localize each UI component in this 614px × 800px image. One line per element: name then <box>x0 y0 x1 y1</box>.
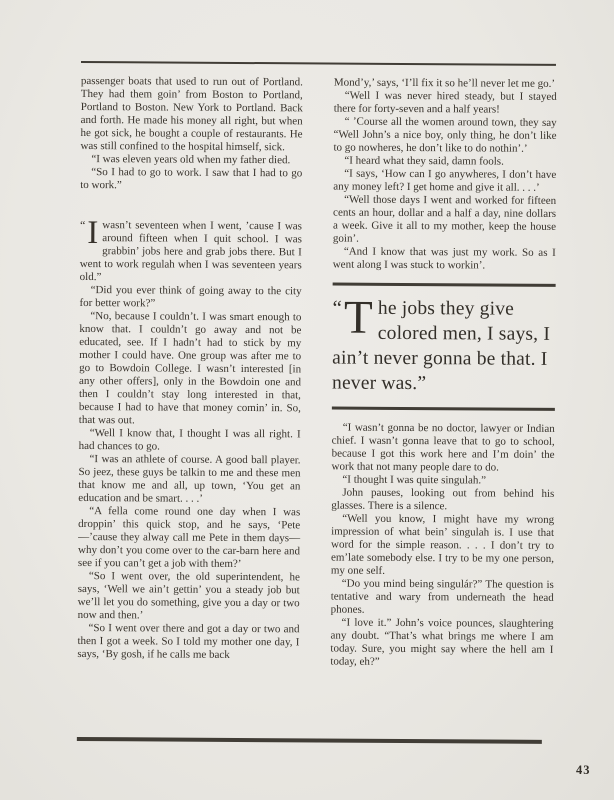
drop-cap: T <box>343 291 374 344</box>
body-paragraph: “So I went over, the old superintendent, he says, ‘Well we ain’t gettin’ you a steady job but we’ll let you do something, give you a day or two now and then.’ <box>77 570 300 622</box>
pull-quote <box>331 291 556 397</box>
pull-quote-text: he jobs they give colored men, I says, I ain’t never gonna be that. I never was.” <box>331 297 551 395</box>
body-paragraph: “I says, ‘How can I go anywheres, I don’t have any money left? I get home and give it all. . . .’ <box>333 167 557 194</box>
body-paragraph: “Do you mind being singulár?” The question is tentative and wary from underneath the head phones. <box>330 577 554 616</box>
body-paragraph: John pauses, looking out from behind his glasses. There is a silence. <box>331 486 555 513</box>
body-paragraph: passenger boats that used to run out of Portland. They had them goin’ from Boston to Portland, Portland to Boston. New York to Portland. Back and forth. He made his money all right, but when he got sick, he bought a couple of restaurants. He was still confined to the hospital himself, sick. <box>80 74 303 154</box>
dropcap-paragraph <box>79 215 303 285</box>
paragraph-text: wasn’t seventeen when I went, ’cause I was around fifteen when I quit school. I was grabbin’ jobs here and grab jobs there. But I went to work regulah when I was seventeen years old.” <box>79 219 303 284</box>
body-paragraph: “Well I know that, I thought I was all right. I had chances to go. <box>78 427 301 453</box>
body-paragraph: “I was an athlete of course. A good ball player. So jeez, these guys be talkin to me and these men that know me and all, up town, ‘You get an education and be smart. . . .’ <box>78 453 301 505</box>
body-paragraph: “I was eleven years old when my father died. <box>91 153 291 167</box>
drop-cap: I <box>87 215 99 252</box>
body-paragraph: “Did you ever think of going away to the city for better work?” <box>79 284 302 310</box>
body-paragraph: “ ’Course all the women around town, they say “Well John’s a nice boy, only thing, he don’t like to go nowheres, he don’t like to do nothin’.’ <box>333 115 557 155</box>
body-paragraph: “I thought I was quite singulah.” <box>342 473 487 487</box>
page-number: 43 <box>576 763 591 777</box>
bottom-rule <box>77 737 542 743</box>
body-paragraph: “I love it.” John’s voice pounces, slaughtering any doubt. “That’s what brings me where I am today. Sure, you might say where the hell am I today, eh?” <box>330 616 554 668</box>
two-column-text <box>77 75 557 670</box>
open-quote-mark: “ <box>79 217 86 233</box>
body-paragraph: “No, because I couldn’t. I was smart enough to know that. I couldn’t go away and not be educated, see. If I hadn’t had to stick by my mother I could have. One group was after me to go to Bowdoin College. I wasn’t interested [in any other offers], only in the Bowdoin one and then I couldn’t stay long interested in that, because I had to have that money comin’ in. So, that was out. <box>78 310 302 427</box>
body-paragraph: Mond’y,’ says, ‘I’ll fix it so he’ll never let me go.’ <box>333 76 556 90</box>
pullquote-top-rule <box>333 283 556 287</box>
body-paragraph: “I wasn’t gonna be no doctor, lawyer or Indian chief. I wasn’t gonna leave that to go to school, because I got this work here and I’m doin’ the work that not many people dare to do. <box>331 421 555 474</box>
page-content <box>77 61 557 754</box>
body-paragraph: “Well you know, I might have my wrong impression of what bein’ singulah is. I use that word for the simple reason. . . . I don’t try to em’late somebody else. I try to be my one person, my one self. <box>330 512 555 577</box>
body-paragraph: “So I went over there and got a day or two and then I got a week. So I told my mother one day, I says, ‘By gosh, if he calls me back <box>77 622 300 661</box>
body-paragraph: “A fella come round one day when I was droppin’ this quick stop, and he says, ‘Pete—’cause they alway call me Pete in them days—why don’t you come over to the car-barn here and see if you can’t get a job with them?’ <box>77 505 301 570</box>
body-paragraph: “Well those days I went and worked for fifteen cents an hour, dollar and a half a day, nine dollars a week. Give it all to my mother, keep the house goin’. <box>332 193 557 245</box>
open-quote-mark: “ <box>332 295 343 320</box>
pullquote-bottom-rule <box>332 407 555 411</box>
left-column <box>77 75 303 662</box>
top-rule <box>81 61 556 66</box>
right-column <box>330 77 557 670</box>
body-paragraph: “And I know that was just my work. So as I went along I was stuck to workin’. <box>332 245 556 272</box>
body-paragraph: “So I had to go to work. I saw that I had to go to work.” <box>80 166 303 192</box>
body-paragraph: “I heard what they said, damn fools. <box>344 154 504 168</box>
body-paragraph: “Well I was never hired steady, but I stayed there for forty-seven and a half years! <box>333 89 557 116</box>
pull-quote-block <box>332 283 556 411</box>
